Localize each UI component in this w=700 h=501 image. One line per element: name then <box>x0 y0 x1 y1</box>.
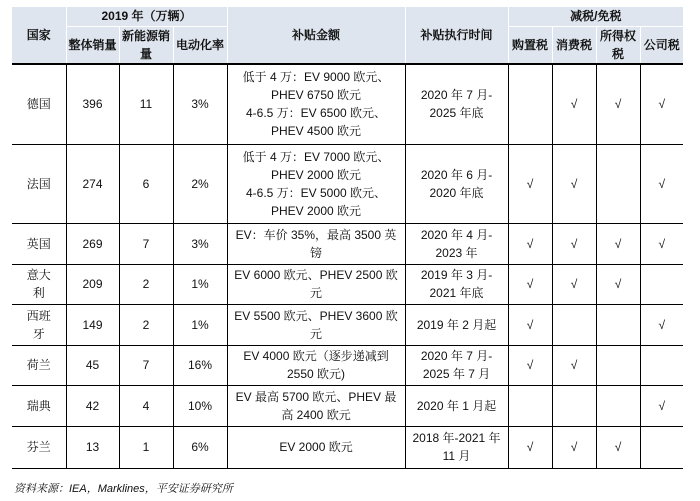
header-company-tax: 公司税 <box>640 26 683 64</box>
cell-purchase-tax: √ <box>508 223 552 264</box>
cell-consumption-tax <box>552 385 596 426</box>
cell-nev-sales: 11 <box>119 64 173 144</box>
table-row <box>12 223 683 264</box>
cell-period-line: 2019 年 3 月- <box>420 268 493 282</box>
cell-subsidy-line: EV 5500 欧元、PHEV 3600 欧 <box>234 308 398 323</box>
header-subsidy-amount: 补贴金额 <box>227 7 405 64</box>
cell-subsidy-line: PHEV 6750 欧元 <box>270 88 362 103</box>
table-row <box>12 385 683 426</box>
cell-nev-sales: 7 <box>119 223 173 264</box>
cell-company-tax <box>640 345 683 385</box>
cell-total-sales: 42 <box>66 385 119 426</box>
header-electrification: 电动化率 <box>173 26 227 64</box>
table-row <box>12 64 683 144</box>
cell-period-line: 2021 年底 <box>429 286 484 300</box>
header-income-tax: 所得权税 <box>596 26 640 64</box>
cell-subsidy-line: 元 <box>310 286 323 300</box>
cell-company-tax <box>640 264 683 304</box>
cell-period-line: 2025 年底 <box>429 106 484 121</box>
cell-consumption-tax: √ <box>552 426 596 468</box>
header-tax-group: 减税/免税 <box>508 7 683 26</box>
cell-period-line: 11 月 <box>442 449 471 463</box>
table-row <box>12 426 683 468</box>
cell-purchase-tax: √ <box>508 144 552 223</box>
cell-subsidy-line: EV 6000 欧元、PHEV 2500 欧 <box>234 268 398 282</box>
cell-period <box>405 304 508 345</box>
cell-electrification: 3% <box>173 223 227 264</box>
cell-income-tax: √ <box>596 264 640 304</box>
cell-country-line: 意大 <box>26 268 51 282</box>
cell-country: 芬兰 <box>12 426 66 468</box>
cell-total-sales: 274 <box>66 144 119 223</box>
cell-total-sales: 269 <box>66 223 119 264</box>
cell-period <box>405 264 508 304</box>
cell-subsidy-line: EV 4000 欧元（逐步递减到 <box>243 349 389 363</box>
cell-subsidy <box>227 304 405 345</box>
cell-purchase-tax: √ <box>508 264 552 304</box>
cell-purchase-tax: √ <box>508 345 552 385</box>
cell-subsidy-line: EV 2000 欧元 <box>279 440 353 454</box>
cell-electrification: 16% <box>173 345 227 385</box>
cell-period-line: 2018 年-2021 年 <box>412 431 501 445</box>
cell-purchase-tax <box>508 64 552 144</box>
cell-total-sales: 396 <box>66 64 119 144</box>
cell-country <box>12 264 66 304</box>
cell-country <box>12 304 66 345</box>
cell-electrification: 10% <box>173 385 227 426</box>
cell-subsidy-line: 4-6.5 万：EV 5000 欧元、 <box>245 185 387 200</box>
table-row <box>12 144 683 223</box>
cell-income-tax <box>596 385 640 426</box>
cell-company-tax: √ <box>640 304 683 345</box>
cell-subsidy <box>227 385 405 426</box>
cell-period <box>405 64 508 144</box>
header-consumption-tax: 消费税 <box>552 26 596 64</box>
cell-country: 英国 <box>12 223 66 264</box>
cell-subsidy <box>227 64 405 144</box>
cell-purchase-tax <box>508 385 552 426</box>
cell-purchase-tax: √ <box>508 304 552 345</box>
cell-period-line: 2020 年 1 月起 <box>416 398 497 413</box>
cell-consumption-tax: √ <box>552 64 596 144</box>
cell-subsidy-line: 2550 欧元) <box>287 367 346 381</box>
cell-consumption-tax: √ <box>552 223 596 264</box>
cell-period <box>405 144 508 223</box>
cell-consumption-tax: √ <box>552 144 596 223</box>
cell-period <box>405 345 508 385</box>
cell-total-sales: 13 <box>66 426 119 468</box>
cell-country: 德国 <box>12 64 66 144</box>
cell-electrification: 2% <box>173 144 227 223</box>
cell-period-line: 2020 年 7 月- <box>420 88 493 103</box>
cell-electrification: 1% <box>173 304 227 345</box>
cell-income-tax <box>596 144 640 223</box>
cell-consumption-tax: √ <box>552 345 596 385</box>
header-purchase-tax: 购置税 <box>508 26 552 64</box>
cell-subsidy <box>227 144 405 223</box>
cell-nev-sales: 2 <box>119 264 173 304</box>
table-row <box>12 345 683 385</box>
cell-subsidy <box>227 264 405 304</box>
cell-income-tax <box>596 345 640 385</box>
cell-subsidy <box>227 426 405 468</box>
cell-nev-sales: 4 <box>119 385 173 426</box>
header-subsidy-period: 补贴执行时间 <box>405 7 508 64</box>
cell-period-line: 2025 年 7 月 <box>422 367 491 381</box>
header-total-sales: 整体销量 <box>66 26 119 64</box>
cell-total-sales: 45 <box>66 345 119 385</box>
header-nev-sales: 新能源销量 <box>119 26 173 64</box>
cell-total-sales: 209 <box>66 264 119 304</box>
cell-period-line: 2020 年 4 月- <box>420 227 493 242</box>
cell-total-sales: 149 <box>66 304 119 345</box>
cell-subsidy-line: PHEV 4500 欧元 <box>270 124 362 139</box>
cell-period <box>405 223 508 264</box>
cell-period <box>405 426 508 468</box>
cell-company-tax: √ <box>640 144 683 223</box>
cell-electrification: 3% <box>173 64 227 144</box>
cell-subsidy-line: EV 最高 5700 欧元、PHEV 最 <box>235 389 397 404</box>
cell-subsidy-line: 低于 4 万：EV 9000 欧元、 <box>242 70 390 85</box>
cell-income-tax: √ <box>596 223 640 264</box>
cell-subsidy-line: PHEV 2000 欧元 <box>270 203 362 218</box>
cell-nev-sales: 1 <box>119 426 173 468</box>
cell-income-tax: √ <box>596 426 640 468</box>
cell-income-tax: √ <box>596 64 640 144</box>
cell-country: 瑞典 <box>12 385 66 426</box>
cell-consumption-tax: √ <box>552 264 596 304</box>
cell-period-line: 2020 年 7 月- <box>420 349 493 363</box>
cell-consumption-tax <box>552 304 596 345</box>
cell-company-tax: √ <box>640 223 683 264</box>
cell-subsidy-line: 低于 4 万：EV 7000 欧元、 <box>242 149 390 164</box>
cell-subsidy-line: 元 <box>310 326 323 341</box>
cell-subsidy-line: 4-6.5 万：EV 6500 欧元、 <box>245 106 387 121</box>
cell-nev-sales: 6 <box>119 144 173 223</box>
cell-electrification: 6% <box>173 426 227 468</box>
cell-subsidy <box>227 345 405 385</box>
cell-country: 法国 <box>12 144 66 223</box>
cell-nev-sales: 2 <box>119 304 173 345</box>
cell-income-tax <box>596 304 640 345</box>
cell-subsidy <box>227 223 405 264</box>
cell-company-tax: √ <box>640 385 683 426</box>
cell-electrification: 1% <box>173 264 227 304</box>
table-row <box>12 264 683 304</box>
cell-period-line: 2020 年底 <box>429 185 484 200</box>
cell-purchase-tax: √ <box>508 426 552 468</box>
cell-country-line: 利 <box>32 286 45 300</box>
cell-period-line: 2023 年 <box>435 245 478 260</box>
header-year-group: 2019 年（万辆） <box>66 7 227 26</box>
source-note: 资料来源：IEA，Marklines，平安证券研究所 <box>14 483 233 495</box>
cell-country-line: 西班 <box>26 308 51 323</box>
cell-subsidy-line: 镑 <box>310 245 323 260</box>
subsidy-table <box>12 7 683 469</box>
cell-subsidy-line: PHEV 2000 欧元 <box>270 167 362 182</box>
cell-subsidy-line: EV：车价 35%，最高 3500 英 <box>235 227 397 242</box>
cell-country: 荷兰 <box>12 345 66 385</box>
cell-subsidy-line: 高 2400 欧元 <box>281 407 351 422</box>
cell-company-tax: √ <box>640 64 683 144</box>
cell-period <box>405 385 508 426</box>
cell-nev-sales: 7 <box>119 345 173 385</box>
table-row <box>12 304 683 345</box>
cell-period-line: 2020 年 6 月- <box>420 167 493 182</box>
cell-company-tax <box>640 426 683 468</box>
header-country: 国家 <box>12 7 66 64</box>
cell-country-line: 牙 <box>32 326 45 341</box>
cell-period-line: 2019 年 2 月起 <box>416 317 497 332</box>
